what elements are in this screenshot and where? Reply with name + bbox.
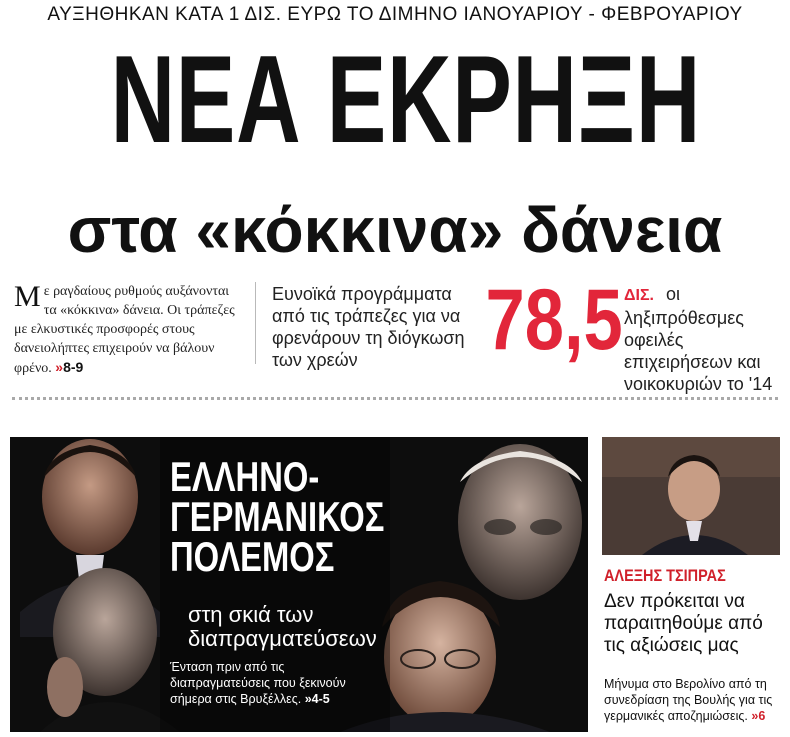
dotted-divider <box>12 397 778 400</box>
page-ref-arrows: » <box>304 692 312 706</box>
title-line-1: ΕΛΛΗΝΟ- <box>170 453 320 500</box>
page-ref-lead[interactable]: 8-9 <box>63 359 84 375</box>
top-kicker: ΑΥΞΗΘΗΚΑΝ ΚΑΤΑ 1 ΔΙΣ. ΕΥΡΩ ΤΟ ΔΙΜΗΝΟ ΙΑΝΟΥΑΡΙΟΥ - ΦΕΒΡΟΥΑΡΙΟΥ <box>47 4 743 25</box>
side-story-caption <box>604 676 788 724</box>
promo-text: Ευνοϊκά προγράμματα από τις τράπεζες για να φρενάρουν τη διόγκωση των χρεών <box>272 284 465 370</box>
main-story-subtitle <box>170 603 377 651</box>
page-ref-arrows: » <box>751 709 759 723</box>
page-ref-arrows: » <box>55 359 64 375</box>
main-headline: ΝΕΑ ΕΚΡΗΞΗ <box>110 31 702 169</box>
side-story-name: ΑΛΕΞΗΣ ΤΣΙΠΡΑΣ <box>604 566 726 585</box>
stat-unit: ΔΙΣ. <box>624 287 654 304</box>
stat-value: 78,5 <box>485 272 623 368</box>
stat-text: οι ληξιπρόθεσμες οφειλές επιχειρήσεων και νοικοκυριών το '14 <box>624 284 773 394</box>
subtitle-line-1: στη σκιά των <box>188 602 314 627</box>
stat-description <box>624 283 784 395</box>
side-story-quote: Δεν πρόκειται να παραιτηθούμε από τις αξιώσεις μας <box>604 591 763 656</box>
side-story-photo[interactable] <box>602 437 780 555</box>
column-divider <box>255 282 256 364</box>
title-line-3: ΠΟΛΕΜΟΣ <box>170 533 335 580</box>
main-story-title <box>170 453 385 580</box>
subtitle-line-2: διαπραγματεύσεων <box>188 626 377 651</box>
dropcap-letter: Μ <box>14 280 41 313</box>
main-subheadline: στα «κόκκινα» δάνεια <box>67 194 723 266</box>
caption-text: Ένταση πριν από τις διαπραγματεύσεις που ξεκινούν σήμερα στις Βρυξέλλες. <box>170 660 346 706</box>
lead-text: ε ραγδαίους ρυθμούς αυξάνονται τα «κόκκινα» δάνεια. Οι τράπεζες με ελκυστικές προσφορές στους δανειολήπτες επιχειρούν να βάλουν φρένο. <box>14 284 235 376</box>
main-story-caption <box>170 659 385 707</box>
main-story-photo[interactable] <box>10 437 588 732</box>
lead-paragraph <box>14 282 236 378</box>
page-ref-side[interactable]: 6 <box>758 709 766 723</box>
page-ref-main[interactable]: 4-5 <box>311 692 330 706</box>
title-line-2: ΓΕΡΜΑΝΙΚΟΣ <box>170 493 385 540</box>
caption-text: Μήνυμα στο Βερολίνο από τη συνεδρίαση της Βουλής για τις γερμανικές αποζημιώσεις. <box>604 677 773 723</box>
portrait-art <box>602 437 780 555</box>
